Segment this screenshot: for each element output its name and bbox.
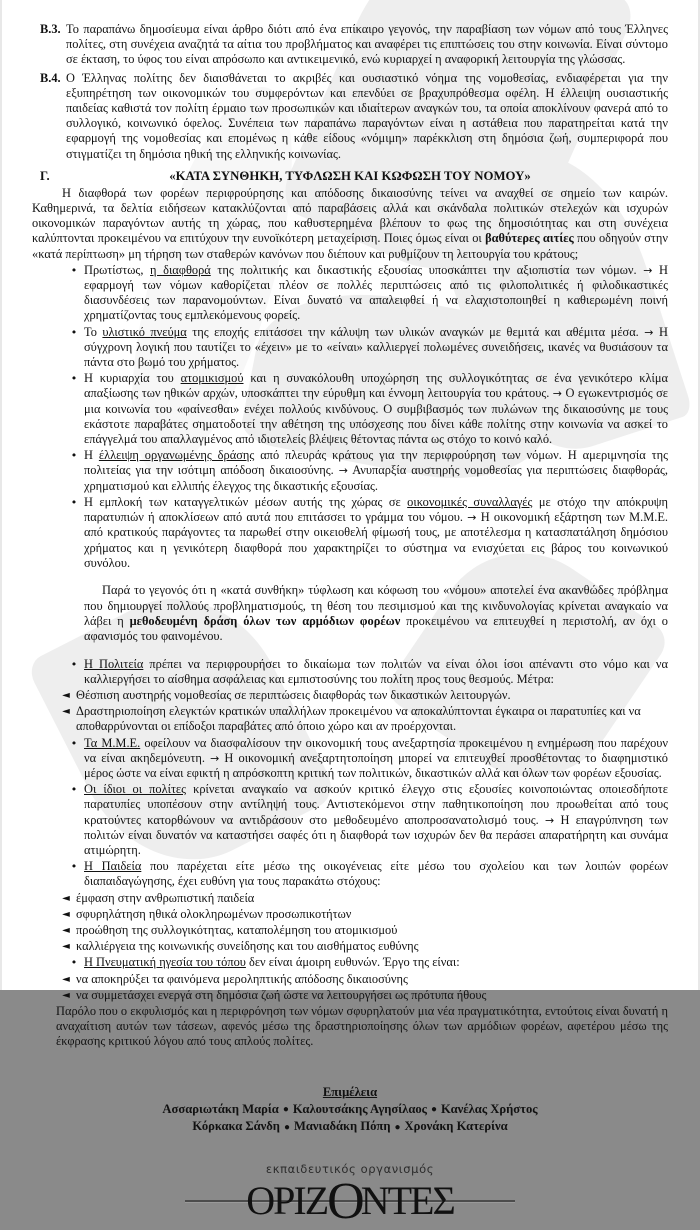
list-item-text: Η Πολιτεία πρέπει να περιφρουρήσει το δικαίωμα των πολιτών να είναι όλοι ίσοι απέναντι στο νόμο και να καλλιεργήσει το αίσθημα ασφάλειας και εμπιστοσύνης του πολίτη προς τους θεσμούς. Μέτρα: xyxy=(84,656,668,686)
measures-list xyxy=(32,657,668,1003)
bullet-disc-icon: • xyxy=(70,449,78,463)
list-item xyxy=(64,955,668,970)
list-item xyxy=(64,736,668,782)
list-item-text: Πρωτίστως, η διαφθορά της πολιτικής και δικαστικής εξουσίας υποσκάπτει την αξιοπιστία των νόμων. → Η εφαρμογή των νόμων καθορίζεται πλέον σε πολλές περιπτώσεις από τις φιλοπολιτικές ή φιλοδικαστικές διασυνδέσεις των παρανομούντων. Είναι δυνατό να απαλειφθεί ή να ελαχιστοποιηθεί η καθιερωμένη ποινή χρηματίζοντας τους εμπλεκόμενους φορείς. xyxy=(84,262,668,323)
list-item-text: Το υλιστικό πνεύμα της εποχής επιτάσσει την κάλυψη των υλικών αναγκών με θεμιτά και αθέμιτα μέσα. → Η σύγχρονη λογική που ταυτίζει το «έχειν» με το «είναι» καλλιεργεί πολωμένες συνειδήσεις, ικανές να θυσιάσουν τα πάντα στο βωμό του χρήματος. xyxy=(84,324,668,370)
credits-line-1: Ασσαριωτάκη Μαρία ● Καλουτσάκης Αγησίλαος ● Κανέλας Χρήστος xyxy=(162,1101,538,1116)
list-item xyxy=(56,988,668,1003)
list-item xyxy=(56,907,668,922)
list-item-text: Η Πνευματική ηγεσία του τόπου δεν είναι άμοιρη ευθυνών. Έργο της είναι: xyxy=(84,955,460,970)
list-item xyxy=(64,657,668,687)
bullet-arrow-icon: ◄ xyxy=(62,689,70,701)
bullet-arrow-icon: ◄ xyxy=(62,706,70,718)
list-item-text: Θέσπιση αυστηρής νομοθεσίας σε περιπτώσεις διαφθοράς των δικαστικών λειτουργών. xyxy=(76,687,511,702)
list-item xyxy=(56,939,668,954)
list-item xyxy=(56,923,668,938)
bullet-disc-icon: • xyxy=(70,263,78,277)
section-intro-paragraph: Η διαφθορά των φορέων περιφρούρησης και απόδοσης δικαιοσύνης τείνει να αναχθεί σε σημείο των καιρών. Καθημερινά, τα δελτία ειδήσεων κατακλύζονται από παραβάσεις αλλά και σκάνδαλα πολιτικών στελεχών και ισχυρών οικονομικών παραγόντων αυτής τη χώρας, που καθυστερημένα βλέπουν το φως της δημοσιότητας και στη συνέχεια καλύπτονται προκειμένου να επιτύχουν την ευνοϊκότερη μεταχείριση. Ποιες όμως είναι οι βαθύτερες αιτίες που οδηγούν στην «κατά περίπτωση» μη τήρηση των σταθερών κανόνων που διέπουν και ρυθμίζουν τη λειτουργία του κράτους; xyxy=(32,185,668,261)
bullet-disc-icon: • xyxy=(70,860,78,874)
list-item xyxy=(64,859,668,889)
answer-b4-label: B.4. xyxy=(40,70,61,85)
bullet-disc-icon: • xyxy=(70,325,78,339)
bullet-arrow-icon: ◄ xyxy=(62,908,70,920)
list-item xyxy=(64,263,668,324)
list-item xyxy=(64,325,668,371)
list-item-text: Τα Μ.Μ.Ε. οφείλουν να διασφαλίσουν την οικονομική τους ανεξαρτησία προκειμένου η ενημέρωση που παρέχουν να είναι ακηδεμόνευτη. → Η οικονομική ανεξαρτητοποίηση μπορεί να επιτευχθεί προσθέτοντας το διαφημιστικό μέρος ώστε να είναι εφικτή η απρόσκοπτη κριτική των πολιτικών, δικαστικών αλλά και όλων των φορέων εξουσίας. xyxy=(84,735,669,780)
section-title: «ΚΑΤΑ ΣΥΝΘΗΚΗ, ΤΥΦΛΩΣΗ ΚΑΙ ΚΩΦΩΣΗ ΤΟΥ ΝΟΜΟΥ» xyxy=(169,168,531,183)
list-item-text: Η Παιδεία που παρέχεται είτε μέσω της οικογένειας είτε μέσω του σχολείου και των λοιπών φορέων διαπαιδαγώγησης, έχει ευθύνη για τους παρακάτω στόχους: xyxy=(84,859,668,889)
list-item-text: Η εμπλοκή των καταγγελτικών μέσων αυτής της χώρας σε οικονομικές συναλλαγές με στόχο την απόκρυψη παρατυπιών ή αποκλίσεων από αυτά που επιτάσσει το γράμμα του νόμου. → Η οικονομική εξάρτηση των Μ.Μ.Ε. από κρατικούς παράγοντες τα παρωθεί στην οικειοθελή φίμωσή τους, με αποτέλεσμα η κατασπατάληση δημόσιου χρήματος και η γενικότερη διαφθορά που χαρακτηρίζει το σύστημα να ενισχύεται εις βάρος του κοινωνικού συνόλου. xyxy=(84,494,668,570)
credits-line-2: Κόρκακα Σάνδη ● Μανιαδάκη Πόπη ● Χρονάκη Κατερίνα xyxy=(192,1119,508,1134)
list-item xyxy=(56,704,668,734)
bullet-disc-icon: • xyxy=(70,736,78,750)
logo-tagline: εκπαιδευτικός οργανισμός xyxy=(265,1161,435,1176)
logo-word-part-2: Ο xyxy=(327,1172,361,1230)
answer-b3-text: Το παραπάνω δημοσίευμα είναι άρθρο διότι από ένα επίκαιρο γεγονός, την παραβίαση των νόμων από τους Έλληνες πολίτες, στη συνέχεια αναζητά τα αίτια του προβλήματος και αναφέρει τις επιπτώσεις του στην κοινωνία. Είναι σύντομο σε έκταση, το ύφος του είναι απρόσωπο και αντικειμενικό, ενώ κυριαρχεί η αναφορική λειτουργία της γλώσσας. xyxy=(66,22,668,67)
list-item xyxy=(56,891,668,906)
answer-b3-label: B.3. xyxy=(40,22,61,36)
list-item-text: Οι ίδιοι οι πολίτες κρίνεται αναγκαίο να ασκούν κριτικό έλεγχο στις εξουσίες κοινοποιώντας οποιεσδήποτε παρατυπίες υποπέσουν στην αντίληψή τους. Αντιστεκόμενοι στην παθητικοποίηση που προωθείται από τους κρατούντες κατορθώνουν να αντιδράσουν στο μεθοδευμένο αποπροσανατολισμό τους. → Η επαγρύπνηση των πολιτών είναι δυνατόν να καταστήσει σαφές ότι η διαφθορά των ισχυρών δεν θα περάσει απαρατήρητη και συνάμα ατιμώρητη. xyxy=(84,782,668,857)
logo-wordmark xyxy=(240,1172,460,1230)
list-item-text: προώθηση της συλλογικότητας, καταπολέμηση του ατομικισμού xyxy=(76,922,398,937)
section-label: Γ. xyxy=(40,168,50,183)
bullet-arrow-icon: ◄ xyxy=(62,892,70,904)
causes-list xyxy=(32,263,668,571)
bullet-disc-icon: • xyxy=(70,783,78,797)
bullet-arrow-icon: ◄ xyxy=(62,989,70,1001)
list-item-text: Η κυριαρχία του ατομικισμού και η συνακόλουθη υποχώρηση της συλλογικότητας σε ένα γενικότερο κλίμα απαξίωσης των ηθικών αρχών, υποσκάπτει την εύρυθμη και έννομη λειτουργία του κράτους. → Ο εγωκεντρισμός σε μια κοινωνία του «φαίνεσθαι» ενέχει πολλούς κινδύνους. Ο συμβιβασμός των πυλώνων της δικαιοσύνης με τους εκάστοτε παραβάτες σηματοδοτεί την αθέτηση της υπόσχεσης που δίνει κάθε πολίτης στην κοινωνία να ασκεί το επάγγελμά του απαλλαγμένος από ιδιοτελείς βλέψεις θέτοντας πάντα ως στόχο το κοινό καλό. xyxy=(84,371,668,447)
document-content xyxy=(2,0,698,1230)
bullet-disc-icon: • xyxy=(70,495,78,509)
list-item xyxy=(64,448,668,494)
section-heading xyxy=(32,168,668,184)
credits-block xyxy=(32,1084,668,1136)
organization-logo xyxy=(32,1161,668,1230)
list-item xyxy=(56,972,668,987)
credits-title: Επιμέλεια xyxy=(322,1084,378,1099)
list-item-text: καλλιέργεια της κοινωνικής συνείδησης και του αισθήματος ευθύνης xyxy=(76,939,419,954)
bullet-disc-icon: • xyxy=(70,657,78,671)
list-item xyxy=(56,688,668,703)
answer-b3 xyxy=(32,22,668,68)
bullet-arrow-icon: ◄ xyxy=(62,941,70,953)
answer-b4-text: Ο Έλληνας πολίτης δεν διαισθάνεται το ακριβές και ουσιαστικό νόημα της νομοθεσίας, ενδιαφέρεται για την εξυπηρέτηση των οικονομικών του συμφερόντων και επενδύει σε βραχυπρόθεσμα οφέλη. Η έλλειψη ουσιαστικής παιδείας καθιστά τον πολίτη έρμαιο των προσωπικών και ιδιαίτερων αναγκών του, τα οποία αποκλίνουν φανερά από το συλλογικό, κοινωνικό όφελος. Συνέπεια των παραπάνω παραγόντων είναι η αστάθεια που παρατηρείται κατά την εφαρμογή της νομοθεσίας και επομένως η κάθε είδους «νόμιμη» παρέκκλιση στη δημόσια ζωή, συμπεριφορά που στιγματίζει τη δημόσια ηθική της ελληνικής κοινωνίας. xyxy=(66,70,668,161)
bullet-arrow-icon: ◄ xyxy=(62,924,70,936)
transition-paragraph: Παρά το γεγονός ότι η «κατά συνθήκη» τύφλωση και κόφωση του «νόμου» αποτελεί ένα ακανθώδες πρόβλημα που δημιουργεί πολλούς προβληματισμούς, τη θέση του πεσιμισμού και της κινδυνολογίας κρίνεται αναγκαίο να λάβει η μεθοδευμένη δράση όλων των αρμόδιων φορέων προκειμένου να επιτευχθεί η περιστολή, αν όχι ο αφανισμός του φαινομένου. xyxy=(84,583,668,643)
bullet-disc-icon: • xyxy=(70,372,78,386)
closing-paragraph: Παρόλο που ο εκφυλισμός και η περιφρόνηση των νόμων σφυρηλατούν μια νέα πραγματικότητα, εντούτοις είναι δυνατή η αναχαίτιση αυτών των τάσεων, αφενός μέσω της δραστηριοποίησης όλων των αρμόδιων φορέων, αφετέρου μέσω της έκφρασης κριτικού λόγου από τους απλούς πολίτες. xyxy=(56,1003,668,1049)
list-item-text: σφυρηλάτηση ηθικά ολοκληρωμένων προσωπικοτήτων xyxy=(76,906,352,921)
bullet-disc-icon: • xyxy=(70,956,78,970)
logo-word-part-1: ΟΡΙΖ xyxy=(246,1177,328,1223)
logo-word-part-3: ΝΤΕΣ xyxy=(360,1177,454,1223)
bullet-arrow-icon: ◄ xyxy=(62,973,70,985)
list-item xyxy=(64,371,668,447)
list-item-text: Δραστηριοποίηση ελεγκτών κρατικών υπαλλήλων προκειμένου να αποκαλύπτονται έγκαιρα οι παρατυπίες και να αποθαρρύνονται οι επίδοξοι παραβάτες από όποιο χώρο και αν προέρχονται. xyxy=(76,704,641,734)
answer-b4 xyxy=(32,71,668,162)
list-item-text: έμφαση στην ανθρωπιστική παιδεία xyxy=(76,890,255,905)
list-item-text: Η έλλειψη οργανωμένης δράσης από πλευράς κράτους για την περιφρούρηση των νόμων. Η αμεριμνησία της πολιτείας για την ισότιμη απόδοση δικαιοσύνης. → Ανυπαρξία αυστηρής νομοθεσίας για περιπτώσεις διαφθοράς, χρηματισμού και ελλιπής έλεγχος της δικαστικής εξουσίας. xyxy=(84,448,669,493)
list-item-text: να αποκηρύξει τα φαινόμενα μεροληπτικής απόδοσης δικαιοσύνης xyxy=(76,971,408,986)
logo-mark xyxy=(185,1172,515,1230)
list-item-text: να συμμετάσχει ενεργά στη δημόσια ζωή ώστε να λειτουργήσει ως πρότυπα ήθους xyxy=(76,987,487,1002)
list-item xyxy=(64,782,668,858)
list-item xyxy=(64,495,668,571)
